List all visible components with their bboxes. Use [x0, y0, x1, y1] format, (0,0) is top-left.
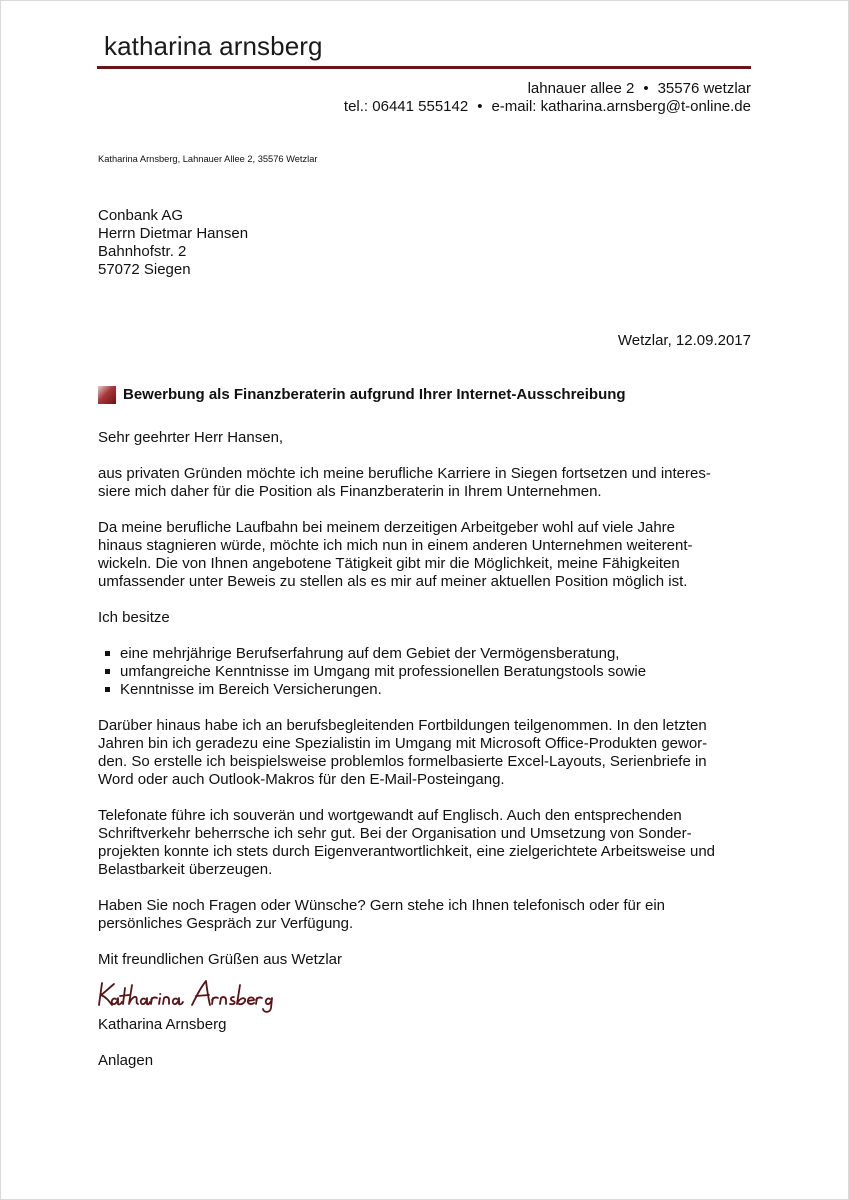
sender-return-line: Katharina Arnsberg, Lahnauer Allee 2, 35576 Wetzlar — [98, 154, 318, 164]
email-address: e-mail: katharina.arnsberg@t-online.de — [491, 98, 751, 115]
qualification-list — [98, 645, 751, 699]
letterhead-address-line — [344, 80, 751, 98]
closing: Mit freundlichen Grüßen aus Wetzlar — [98, 951, 342, 968]
subject-marker-icon — [98, 386, 116, 404]
list-item-text: umfangreiche Kenntnisse im Umgang mit professionellen Beratungstools sowie — [120, 663, 647, 680]
list-item — [98, 681, 751, 699]
bullet-icon — [105, 669, 110, 674]
signer-name: Katharina Arnsberg — [98, 1016, 227, 1033]
subject-text: Bewerbung als Finanzberaterin aufgrund Ihrer Internet-Ausschreibung — [123, 386, 626, 403]
recipient-address — [98, 207, 248, 279]
letter-body — [98, 429, 751, 987]
address-city: 35576 wetzlar — [657, 80, 751, 97]
letter-date: Wetzlar, 12.09.2017 — [617, 332, 751, 349]
body-paragraph: Telefonate führe ich souverän und wortgewandt auf Englisch. Auch den entsprechenden Schriftverkehr beherrsche ich sehr gut. Bei der Organisation und Umsetzung von Sonder- projekten konnte ich stets durch Eigenverantwortlichkeit, eine zielgerichtete Arbeitsweise und Belastbarkeit überzeugen. — [98, 807, 716, 878]
bullet-icon — [105, 651, 110, 656]
bullet-icon — [105, 687, 110, 692]
body-paragraph: aus privaten Gründen möchte ich meine berufliche Karriere in Siegen fortsetzen und interes- siere mich daher für die Position als Finanzberaterin in Ihrem Unternehmen. — [98, 465, 711, 500]
body-paragraph: Haben Sie noch Fragen oder Wünsche? Gern stehe ich Ihnen telefonisch oder für ein persönliches Gespräch zur Verfügung. — [98, 897, 666, 932]
letterhead-contact-line — [344, 98, 751, 116]
enclosure-note: Anlagen — [98, 1052, 154, 1069]
subject-line — [98, 385, 758, 405]
salutation: Sehr geehrter Herr Hansen, — [98, 429, 284, 446]
letterhead-contact — [344, 80, 751, 116]
handwritten-signature — [96, 975, 286, 1015]
recipient-company: Conbank AG — [98, 207, 184, 224]
address-street: lahnauer allee 2 — [527, 80, 635, 97]
body-paragraph: Darüber hinaus habe ich an berufsbegleitenden Fortbildungen teilgenommen. In den letzten Jahren bin ich geradezu eine Spezialistin im Umgang mit Microsoft Office-Produkten gewor- den. So erstelle ich beispielsweise problemlos formelbasierte Excel-Layouts, Serienbriefe in Word oder auch Outlook-Makros für den E-Mail-Posteingang. — [98, 717, 708, 788]
letterhead-rule — [97, 66, 751, 69]
list-item-text: eine mehrjährige Berufserfahrung auf dem Gebiet der Vermögensberatung, — [120, 645, 620, 662]
list-intro: Ich besitze — [98, 609, 170, 626]
letterhead-name: katharina arnsberg — [104, 31, 323, 61]
phone-number: tel.: 06441 555142 — [343, 98, 469, 115]
recipient-person: Herrn Dietmar Hansen — [98, 225, 249, 242]
recipient-street: Bahnhofstr. 2 — [98, 243, 187, 260]
list-item — [98, 663, 751, 681]
body-paragraph: Da meine berufliche Laufbahn bei meinem derzeitigen Arbeitgeber wohl auf viele Jahre hinaus stagnieren würde, möchte ich mich nun in einem anderen Unternehmen weiterent- wickeln. Die von Ihnen angebotene Tätigkeit gibt mir die Möglichkeit, meine Fähigkeiten umfassender unter Beweis zu stellen als es mir auf meiner aktuellen Position möglich ist. — [98, 519, 693, 590]
recipient-city: 57072 Siegen — [98, 261, 191, 278]
list-item-text: Kenntnisse im Bereich Versicherungen. — [120, 681, 382, 698]
separator-dot: • — [477, 98, 483, 115]
separator-dot: • — [643, 80, 649, 97]
list-item — [98, 645, 751, 663]
